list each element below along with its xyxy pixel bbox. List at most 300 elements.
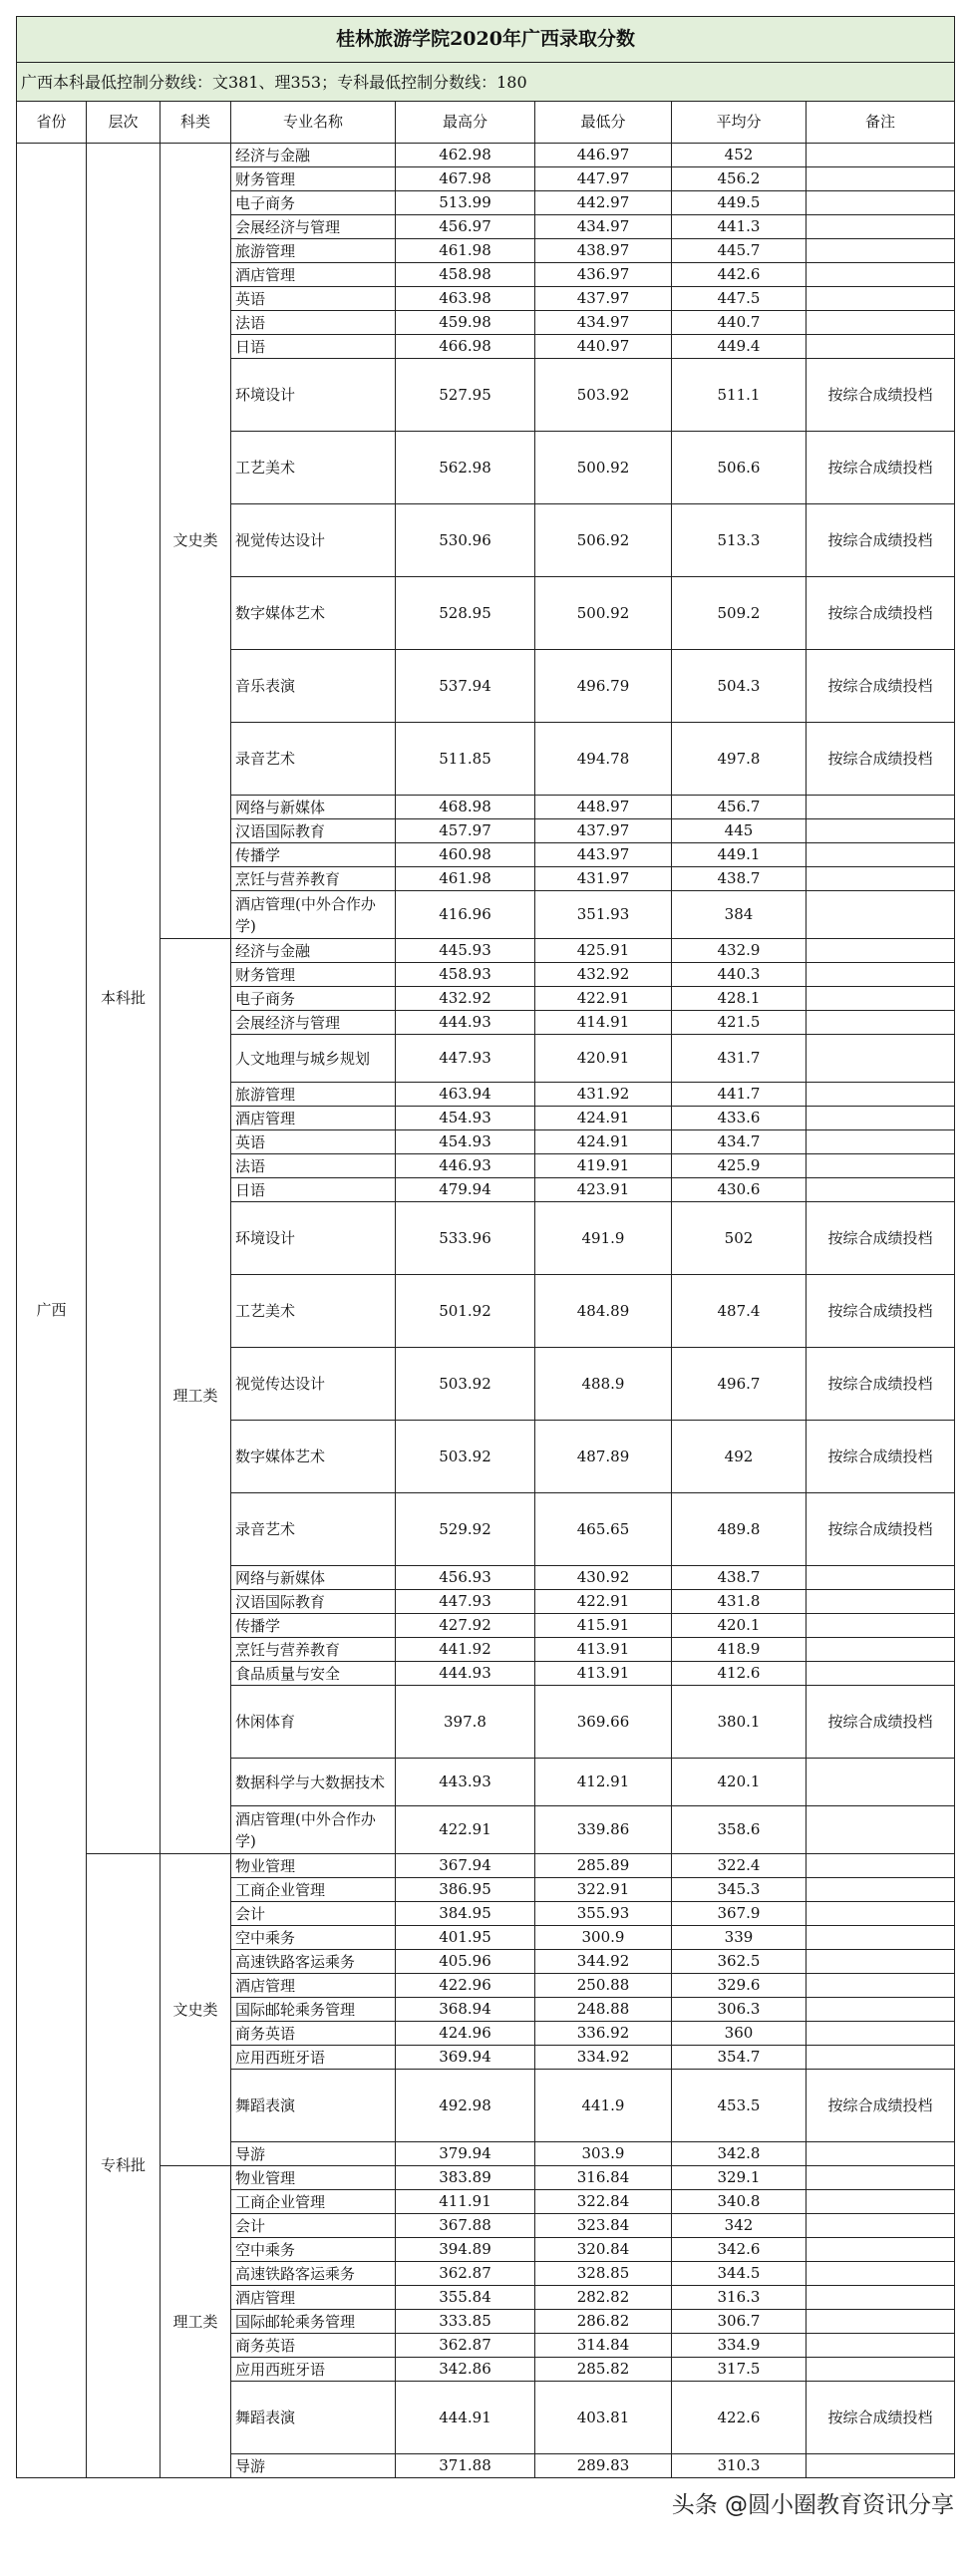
major-name: 传播学 — [231, 843, 396, 867]
remark — [807, 1759, 955, 1806]
remark — [807, 287, 955, 311]
remark — [807, 2286, 955, 2310]
avg-score: 340.8 — [672, 2190, 807, 2214]
batch-cell: 专科批 — [87, 1854, 161, 2478]
remark — [807, 239, 955, 263]
avg-score: 345.3 — [672, 1878, 807, 1902]
max-score: 427.92 — [396, 1614, 535, 1638]
major-name: 音乐表演 — [231, 650, 396, 723]
remark — [807, 1878, 955, 1902]
major-name: 日语 — [231, 335, 396, 359]
remark: 按综合成绩投档 — [807, 359, 955, 432]
avg-score: 367.9 — [672, 1902, 807, 1926]
header-min-score: 最低分 — [535, 102, 672, 144]
remark — [807, 891, 955, 939]
remark: 按综合成绩投档 — [807, 1275, 955, 1348]
category-cell: 文史类 — [161, 144, 231, 939]
remark: 按综合成绩投档 — [807, 577, 955, 650]
min-score: 503.92 — [535, 359, 672, 432]
remark — [807, 1662, 955, 1686]
remark: 按综合成绩投档 — [807, 1686, 955, 1759]
avg-score: 447.5 — [672, 287, 807, 311]
avg-score: 440.3 — [672, 963, 807, 987]
max-score: 466.98 — [396, 335, 535, 359]
major-name: 工艺美术 — [231, 1275, 396, 1348]
max-score: 405.96 — [396, 1950, 535, 1974]
major-name: 舞蹈表演 — [231, 2382, 396, 2454]
min-score: 506.92 — [535, 504, 672, 577]
major-name: 会计 — [231, 1902, 396, 1926]
header-batch: 层次 — [87, 102, 161, 144]
category-cell: 理工类 — [161, 939, 231, 1854]
table-title: 桂林旅游学院2020年广西录取分数 — [17, 17, 955, 63]
max-score: 501.92 — [396, 1275, 535, 1348]
max-score: 333.85 — [396, 2310, 535, 2334]
max-score: 537.94 — [396, 650, 535, 723]
avg-score: 344.5 — [672, 2262, 807, 2286]
avg-score: 322.4 — [672, 1854, 807, 1878]
min-score: 494.78 — [535, 723, 672, 796]
avg-score: 342.6 — [672, 2238, 807, 2262]
major-name: 商务英语 — [231, 2022, 396, 2046]
min-score: 423.91 — [535, 1178, 672, 1202]
min-score: 328.85 — [535, 2262, 672, 2286]
max-score: 444.93 — [396, 1662, 535, 1686]
max-score: 454.93 — [396, 1107, 535, 1130]
major-name: 网络与新媒体 — [231, 796, 396, 819]
major-name: 传播学 — [231, 1614, 396, 1638]
major-name: 酒店管理 — [231, 1107, 396, 1130]
min-score: 415.91 — [535, 1614, 672, 1638]
min-score: 322.91 — [535, 1878, 672, 1902]
header-major: 专业名称 — [231, 102, 396, 144]
remark: 按综合成绩投档 — [807, 1202, 955, 1275]
remark: 按综合成绩投档 — [807, 1421, 955, 1493]
avg-score: 432.9 — [672, 939, 807, 963]
max-score: 446.93 — [396, 1154, 535, 1178]
major-name: 应用西班牙语 — [231, 2358, 396, 2382]
max-score: 527.95 — [396, 359, 535, 432]
max-score: 444.91 — [396, 2382, 535, 2454]
remark — [807, 263, 955, 287]
max-score: 528.95 — [396, 577, 535, 650]
max-score: 379.94 — [396, 2142, 535, 2166]
control-line-note: 广西本科最低控制分数线：文381、理353；专科最低控制分数线：180 — [17, 63, 955, 102]
major-name: 酒店管理(中外合作办学) — [231, 1806, 396, 1854]
max-score: 422.91 — [396, 1806, 535, 1854]
remark — [807, 987, 955, 1011]
remark — [807, 335, 955, 359]
min-score: 300.9 — [535, 1926, 672, 1950]
table-row — [17, 144, 955, 167]
avg-score: 342.8 — [672, 2142, 807, 2166]
max-score: 533.96 — [396, 1202, 535, 1275]
major-name: 电子商务 — [231, 191, 396, 215]
avg-score: 421.5 — [672, 1011, 807, 1035]
min-score: 422.91 — [535, 1590, 672, 1614]
major-name: 酒店管理(中外合作办学) — [231, 891, 396, 939]
max-score: 424.96 — [396, 2022, 535, 2046]
max-score: 458.98 — [396, 263, 535, 287]
max-score: 362.87 — [396, 2334, 535, 2358]
min-score: 422.91 — [535, 987, 672, 1011]
major-name: 会展经济与管理 — [231, 1011, 396, 1035]
remark — [807, 2310, 955, 2334]
min-score: 487.89 — [535, 1421, 672, 1493]
min-score: 500.92 — [535, 577, 672, 650]
min-score: 369.66 — [535, 1686, 672, 1759]
major-name: 工艺美术 — [231, 432, 396, 504]
remark — [807, 2190, 955, 2214]
max-score: 463.94 — [396, 1083, 535, 1107]
remark — [807, 311, 955, 335]
remark — [807, 1590, 955, 1614]
min-score: 316.84 — [535, 2166, 672, 2190]
major-name: 导游 — [231, 2454, 396, 2478]
min-score: 431.97 — [535, 867, 672, 891]
remark — [807, 2022, 955, 2046]
min-score: 413.91 — [535, 1638, 672, 1662]
avg-score: 431.8 — [672, 1590, 807, 1614]
min-score: 441.9 — [535, 2070, 672, 2142]
avg-score: 306.7 — [672, 2310, 807, 2334]
avg-score: 440.7 — [672, 311, 807, 335]
remark — [807, 1926, 955, 1950]
remark — [807, 2238, 955, 2262]
avg-score: 449.4 — [672, 335, 807, 359]
min-score: 431.92 — [535, 1083, 672, 1107]
max-score: 369.94 — [396, 2046, 535, 2070]
max-score: 367.94 — [396, 1854, 535, 1878]
major-name: 人文地理与城乡规划 — [231, 1035, 396, 1083]
category-cell: 理工类 — [161, 2166, 231, 2478]
remark: 按综合成绩投档 — [807, 1493, 955, 1566]
major-name: 录音艺术 — [231, 723, 396, 796]
major-name: 旅游管理 — [231, 1083, 396, 1107]
table-row — [17, 1854, 955, 1878]
min-score: 420.91 — [535, 1035, 672, 1083]
min-score: 437.97 — [535, 287, 672, 311]
max-score: 513.99 — [396, 191, 535, 215]
avg-score: 441.7 — [672, 1083, 807, 1107]
min-score: 491.9 — [535, 1202, 672, 1275]
min-score: 282.82 — [535, 2286, 672, 2310]
major-name: 会展经济与管理 — [231, 215, 396, 239]
max-score: 342.86 — [396, 2358, 535, 2382]
min-score: 465.65 — [535, 1493, 672, 1566]
remark — [807, 1566, 955, 1590]
min-score: 336.92 — [535, 2022, 672, 2046]
avg-score: 431.7 — [672, 1035, 807, 1083]
avg-score: 487.4 — [672, 1275, 807, 1348]
max-score: 458.93 — [396, 963, 535, 987]
avg-score: 434.7 — [672, 1130, 807, 1154]
major-name: 空中乘务 — [231, 1926, 396, 1950]
min-score: 314.84 — [535, 2334, 672, 2358]
major-name: 旅游管理 — [231, 239, 396, 263]
major-name: 英语 — [231, 1130, 396, 1154]
avg-score: 329.1 — [672, 2166, 807, 2190]
min-score: 434.97 — [535, 311, 672, 335]
major-name: 汉语国际教育 — [231, 1590, 396, 1614]
avg-score: 412.6 — [672, 1662, 807, 1686]
remark: 按综合成绩投档 — [807, 504, 955, 577]
category-cell: 文史类 — [161, 1854, 231, 2166]
major-name: 空中乘务 — [231, 2238, 396, 2262]
avg-score: 438.7 — [672, 867, 807, 891]
max-score: 447.93 — [396, 1590, 535, 1614]
max-score: 443.93 — [396, 1759, 535, 1806]
major-name: 应用西班牙语 — [231, 2046, 396, 2070]
max-score: 411.91 — [396, 2190, 535, 2214]
min-score: 436.97 — [535, 263, 672, 287]
min-score: 496.79 — [535, 650, 672, 723]
remark — [807, 1614, 955, 1638]
max-score: 454.93 — [396, 1130, 535, 1154]
header-province: 省份 — [17, 102, 87, 144]
remark — [807, 963, 955, 987]
min-score: 250.88 — [535, 1974, 672, 1998]
major-name: 电子商务 — [231, 987, 396, 1011]
max-score: 460.98 — [396, 843, 535, 867]
max-score: 492.98 — [396, 2070, 535, 2142]
remark — [807, 2358, 955, 2382]
major-name: 英语 — [231, 287, 396, 311]
remark — [807, 2262, 955, 2286]
avg-score: 329.6 — [672, 1974, 807, 1998]
remark — [807, 1638, 955, 1662]
avg-score: 506.6 — [672, 432, 807, 504]
avg-score: 497.8 — [672, 723, 807, 796]
major-name: 烹饪与营养教育 — [231, 1638, 396, 1662]
avg-score: 358.6 — [672, 1806, 807, 1854]
max-score: 422.96 — [396, 1974, 535, 1998]
min-score: 432.92 — [535, 963, 672, 987]
min-score: 430.92 — [535, 1566, 672, 1590]
remark — [807, 1035, 955, 1083]
remark — [807, 1130, 955, 1154]
header-row — [17, 102, 955, 144]
max-score: 456.93 — [396, 1566, 535, 1590]
min-score: 424.91 — [535, 1107, 672, 1130]
avg-score: 456.7 — [672, 796, 807, 819]
avg-score: 334.9 — [672, 2334, 807, 2358]
min-score: 323.84 — [535, 2214, 672, 2238]
remark: 按综合成绩投档 — [807, 723, 955, 796]
remark — [807, 1998, 955, 2022]
avg-score: 306.3 — [672, 1998, 807, 2022]
min-score: 403.81 — [535, 2382, 672, 2454]
max-score: 463.98 — [396, 287, 535, 311]
avg-score: 442.6 — [672, 263, 807, 287]
major-name: 财务管理 — [231, 963, 396, 987]
remark — [807, 215, 955, 239]
max-score: 530.96 — [396, 504, 535, 577]
header-avg-score: 平均分 — [672, 102, 807, 144]
major-name: 国际邮轮乘务管理 — [231, 2310, 396, 2334]
remark — [807, 191, 955, 215]
min-score: 355.93 — [535, 1902, 672, 1926]
remark: 按综合成绩投档 — [807, 650, 955, 723]
max-score: 462.98 — [396, 144, 535, 167]
avg-score: 513.3 — [672, 504, 807, 577]
max-score: 479.94 — [396, 1178, 535, 1202]
avg-score: 310.3 — [672, 2454, 807, 2478]
max-score: 401.95 — [396, 1926, 535, 1950]
major-name: 酒店管理 — [231, 2286, 396, 2310]
min-score: 344.92 — [535, 1950, 672, 1974]
max-score: 461.98 — [396, 239, 535, 263]
min-score: 438.97 — [535, 239, 672, 263]
avg-score: 492 — [672, 1421, 807, 1493]
max-score: 445.93 — [396, 939, 535, 963]
avg-score: 504.3 — [672, 650, 807, 723]
max-score: 362.87 — [396, 2262, 535, 2286]
min-score: 419.91 — [535, 1154, 672, 1178]
remark: 按综合成绩投档 — [807, 2070, 955, 2142]
min-score: 248.88 — [535, 1998, 672, 2022]
remark — [807, 2142, 955, 2166]
remark — [807, 1107, 955, 1130]
major-name: 环境设计 — [231, 1202, 396, 1275]
avg-score: 420.1 — [672, 1614, 807, 1638]
avg-score: 422.6 — [672, 2382, 807, 2454]
remark — [807, 843, 955, 867]
min-score: 447.97 — [535, 167, 672, 191]
max-score: 467.98 — [396, 167, 535, 191]
remark — [807, 1854, 955, 1878]
major-name: 日语 — [231, 1178, 396, 1202]
avg-score: 511.1 — [672, 359, 807, 432]
avg-score: 496.7 — [672, 1348, 807, 1421]
remark — [807, 167, 955, 191]
avg-score: 438.7 — [672, 1566, 807, 1590]
major-name: 食品质量与安全 — [231, 1662, 396, 1686]
avg-score: 360 — [672, 2022, 807, 2046]
major-name: 数字媒体艺术 — [231, 577, 396, 650]
max-score: 397.8 — [396, 1686, 535, 1759]
min-score: 448.97 — [535, 796, 672, 819]
max-score: 355.84 — [396, 2286, 535, 2310]
min-score: 434.97 — [535, 215, 672, 239]
major-name: 财务管理 — [231, 167, 396, 191]
avg-score: 445 — [672, 819, 807, 843]
avg-score: 380.1 — [672, 1686, 807, 1759]
remark — [807, 939, 955, 963]
max-score: 432.92 — [396, 987, 535, 1011]
province-cell: 广西 — [17, 144, 87, 2478]
max-score: 459.98 — [396, 311, 535, 335]
major-name: 环境设计 — [231, 359, 396, 432]
max-score: 461.98 — [396, 867, 535, 891]
max-score: 503.92 — [396, 1348, 535, 1421]
avg-score: 316.3 — [672, 2286, 807, 2310]
remark: 按综合成绩投档 — [807, 2382, 955, 2454]
major-name: 物业管理 — [231, 1854, 396, 1878]
major-name: 导游 — [231, 2142, 396, 2166]
admission-scores-table — [16, 16, 955, 2478]
avg-score: 425.9 — [672, 1154, 807, 1178]
batch-cell: 本科批 — [87, 144, 161, 1854]
max-score: 367.88 — [396, 2214, 535, 2238]
remark — [807, 1974, 955, 1998]
remark — [807, 1011, 955, 1035]
avg-score: 354.7 — [672, 2046, 807, 2070]
major-name: 酒店管理 — [231, 1974, 396, 1998]
major-name: 工商企业管理 — [231, 2190, 396, 2214]
major-name: 舞蹈表演 — [231, 2070, 396, 2142]
max-score: 468.98 — [396, 796, 535, 819]
major-name: 工商企业管理 — [231, 1878, 396, 1902]
avg-score: 339 — [672, 1926, 807, 1950]
max-score: 368.94 — [396, 1998, 535, 2022]
avg-score: 452 — [672, 144, 807, 167]
avg-score: 445.7 — [672, 239, 807, 263]
major-name: 物业管理 — [231, 2166, 396, 2190]
major-name: 数据科学与大数据技术 — [231, 1759, 396, 1806]
avg-score: 453.5 — [672, 2070, 807, 2142]
avg-score: 489.8 — [672, 1493, 807, 1566]
avg-score: 430.6 — [672, 1178, 807, 1202]
major-name: 高速铁路客运乘务 — [231, 2262, 396, 2286]
remark — [807, 2454, 955, 2478]
max-score: 371.88 — [396, 2454, 535, 2478]
major-name: 法语 — [231, 311, 396, 335]
avg-score: 456.2 — [672, 167, 807, 191]
remark — [807, 2334, 955, 2358]
max-score: 441.92 — [396, 1638, 535, 1662]
avg-score: 428.1 — [672, 987, 807, 1011]
max-score: 444.93 — [396, 1011, 535, 1035]
max-score: 384.95 — [396, 1902, 535, 1926]
header-category: 科类 — [161, 102, 231, 144]
major-name: 法语 — [231, 1154, 396, 1178]
major-name: 录音艺术 — [231, 1493, 396, 1566]
major-name: 汉语国际教育 — [231, 819, 396, 843]
remark — [807, 1806, 955, 1854]
major-name: 数字媒体艺术 — [231, 1421, 396, 1493]
major-name: 商务英语 — [231, 2334, 396, 2358]
major-name: 经济与金融 — [231, 144, 396, 167]
min-score: 484.89 — [535, 1275, 672, 1348]
max-score: 386.95 — [396, 1878, 535, 1902]
remark — [807, 819, 955, 843]
avg-score: 433.6 — [672, 1107, 807, 1130]
max-score: 529.92 — [396, 1493, 535, 1566]
min-score: 500.92 — [535, 432, 672, 504]
min-score: 443.97 — [535, 843, 672, 867]
min-score: 303.9 — [535, 2142, 672, 2166]
major-name: 酒店管理 — [231, 263, 396, 287]
min-score: 334.92 — [535, 2046, 672, 2070]
max-score: 511.85 — [396, 723, 535, 796]
major-name: 网络与新媒体 — [231, 1566, 396, 1590]
max-score: 456.97 — [396, 215, 535, 239]
header-max-score: 最高分 — [396, 102, 535, 144]
max-score: 394.89 — [396, 2238, 535, 2262]
min-score: 289.83 — [535, 2454, 672, 2478]
remark — [807, 1178, 955, 1202]
avg-score: 509.2 — [672, 577, 807, 650]
remark — [807, 796, 955, 819]
max-score: 457.97 — [396, 819, 535, 843]
min-score: 424.91 — [535, 1130, 672, 1154]
avg-score: 317.5 — [672, 2358, 807, 2382]
major-name: 视觉传达设计 — [231, 504, 396, 577]
min-score: 320.84 — [535, 2238, 672, 2262]
remark: 按综合成绩投档 — [807, 1348, 955, 1421]
min-score: 437.97 — [535, 819, 672, 843]
